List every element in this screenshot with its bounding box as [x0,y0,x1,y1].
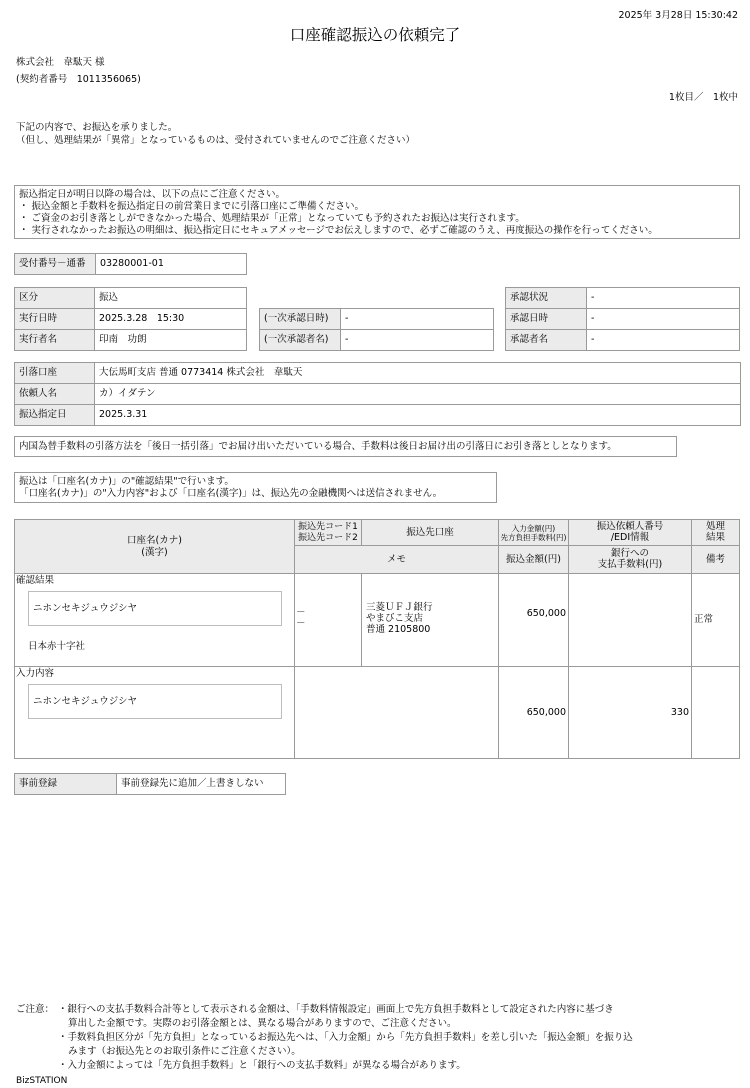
confirm-amount: 650,000 [526,608,566,619]
dest-account: 普通 2105800 [366,624,431,635]
first-approval-table [259,308,494,351]
intro-line-1: 下記の内容で、お振込を承りました。 [16,122,178,133]
dest-code-2: － [296,618,306,629]
input-kana-box [28,684,282,719]
input-kana: ニホンセキジュウジシヤ [33,695,137,707]
header-result-line-2: 結果 [705,531,725,543]
prereg-table [14,773,286,795]
header-code-2: 振込先コード2 [298,532,358,543]
footer-line: ・銀行への支払手数料合計等として表示される金額は、「手数料情報設定」画面上で先方負担手数料として設定された内容に基づき [58,1004,614,1015]
page-title: 口座確認振込の依頼完了 [289,26,461,44]
header-bank-fee-line-1: 銀行への [610,547,649,559]
header-account-name [14,519,295,574]
exec-datetime-label: 実行日時 [15,309,95,330]
kana-notice-line-1: 振込は「口座名(カナ)」の"確認結果"で行います。 [19,476,234,487]
approval-status-value: - [587,288,740,309]
notice-box [14,185,740,239]
confirm-label: 確認結果 [16,575,55,586]
confirm-kanji: 日本赤十字社 [28,641,86,652]
debit-account-value: 大伝馬町支店 普通 0773414 株式会社 韋駄天 [95,363,741,384]
timestamp: 2025年 3月28日 15:30:42 [618,10,738,21]
header-input-amount [498,519,569,546]
header-account-name-kanji: (漢字) [141,546,168,558]
input-memo-cell [294,666,499,759]
header-request-no [568,519,692,546]
header-edi-label: /EDI情報 [610,531,650,543]
header-account-name-kana: 口座名(カナ) [127,534,182,546]
approval-date-value: - [587,309,740,330]
approver-label: 承認者名 [506,330,587,351]
debit-account-label: 引落口座 [15,363,95,384]
prereg-value: 事前登録先に追加／上書きしない [117,774,286,795]
kana-notice [14,472,497,503]
footer-line: 算出した金額です。実際のお引落金額とは、異なる場合がありますので、ご注意ください。 [68,1018,457,1029]
confirm-dest-cell [361,573,499,667]
approval-status-label: 承認状況 [506,288,587,309]
input-label: 入力内容 [16,668,55,679]
header-request-no-label: 振込依頼人番号 [596,520,664,532]
header-bank-fee [568,545,692,574]
first-approver-label: (一次承認者名) [260,330,341,351]
input-result-cell [691,666,740,759]
reception-value: 03280001-01 [96,254,247,275]
exec-person-label: 実行者名 [15,330,95,351]
header-transfer-amount: 振込金額(円) [498,545,569,574]
dest-bank: 三菱ＵＦＪ銀行 [366,602,433,613]
first-approver-value: - [341,330,494,351]
notice-line: ・ 振込金額と手数料を振込指定日の前営業日までに引落口座にご準備ください。 [19,200,365,212]
header-result [691,519,740,546]
transfer-table [14,519,740,759]
header-input-amount-label: 入力金額(円) [511,523,556,533]
footer-line: ・手数料負担区分が「先方負担」となっているお振込先へは、「入力金額」から「先方負担手数料」を差し引いた「振込金額」を振り込 [58,1032,633,1043]
confirm-result-cell [691,573,740,667]
notice-line: ・ ご資金のお引き落としができなかった場合、処理結果が「正常」となっていても予約されたお振込は実行されます。 [19,212,525,224]
footer-caution-prefix: ご注意： [16,1004,55,1015]
notice-line: ・ 実行されなかったお振込の明細は、振込指定日にセキュアメッセージでお伝えしますので、必ずご確認のうえ、再度振込の操作を行ってください。 [19,224,658,236]
dest-branch: やまびこ支店 [366,613,424,624]
reception-label: 受付番号－通番 [15,254,96,275]
approver-value: - [587,330,740,351]
footer-line: みます（お振込先とのお取引条件にご注意ください）。 [68,1046,301,1057]
approval-date-label: 承認日時 [506,309,587,330]
requester-name-value: カ）イダテン [95,384,741,405]
header-note: 備考 [691,545,740,574]
dest-code-1: － [296,607,306,618]
kubun-label: 区分 [15,288,95,309]
exec-table [14,287,247,351]
contract-number: (契約者番号 1011356065) [16,74,141,85]
confirm-kana-box [28,591,282,626]
first-approval-time-value: - [341,309,494,330]
company-name: 株式会社 韋駄天 様 [16,57,105,68]
confirm-amount-cell [498,573,569,667]
intro-line-2: （但し、処理結果が「異常」となっているものは、受付されていませんのでご注意ください） [16,135,416,146]
footer-line: ・入力金額によっては「先方負担手数料」と「銀行への支払手数料」が異なる場合があります。 [58,1060,466,1071]
header-bank-fee-line-2: 支払手数料(円) [597,558,663,570]
exec-datetime-value: 2025.3.28 15:30 [95,309,247,330]
header-dest-account: 振込先口座 [361,519,499,546]
input-fee-cell [568,666,692,759]
result-status: 正常 [694,614,714,625]
bank-fee: 330 [670,707,689,718]
header-result-line-1: 処理 [705,520,725,532]
input-amount-cell [498,666,569,759]
header-fee-bearer-label: 先方負担手数料(円) [500,532,567,542]
confirm-name-cell [14,573,295,667]
fee-notice: 内国為替手数料の引落方法を「後日一括引落」でお届け出いただいている場合、手数料は後日お届け出の引落日にお引き落としとなります。 [14,436,677,457]
confirm-kana: ニホンセキジュウジシヤ [33,602,137,614]
kana-notice-line-2: 「口座名(カナ)」の"入力内容"および「口座名(漢字)」は、振込先の金融機関へは送信されません。 [19,487,443,499]
exec-person-value: 印南 功朗 [95,330,247,351]
notice-line: 振込指定日が明日以降の場合は、以下の点にご注意ください。 [19,189,286,200]
input-amount: 650,000 [526,707,566,718]
prereg-label: 事前登録 [15,774,117,795]
requester-name-label: 依頼人名 [15,384,95,405]
confirm-fee-cell [568,573,692,667]
confirm-code-cell [294,573,362,667]
input-name-cell [14,666,295,759]
header-code-1: 振込先コード1 [298,522,358,533]
approval-table [505,287,740,351]
reception-table [14,253,247,275]
transfer-date-value: 2025.3.31 [95,405,741,426]
page-info: 1枚目／ 1枚中 [668,92,738,103]
header-dest-code [294,519,362,546]
account-table [14,362,741,426]
header-memo: メモ [294,545,499,574]
first-approval-time-label: (一次承認日時) [260,309,341,330]
transfer-date-label: 振込指定日 [15,405,95,426]
brand-logo: BizSTATION [16,1076,68,1086]
kubun-value: 振込 [95,288,247,309]
